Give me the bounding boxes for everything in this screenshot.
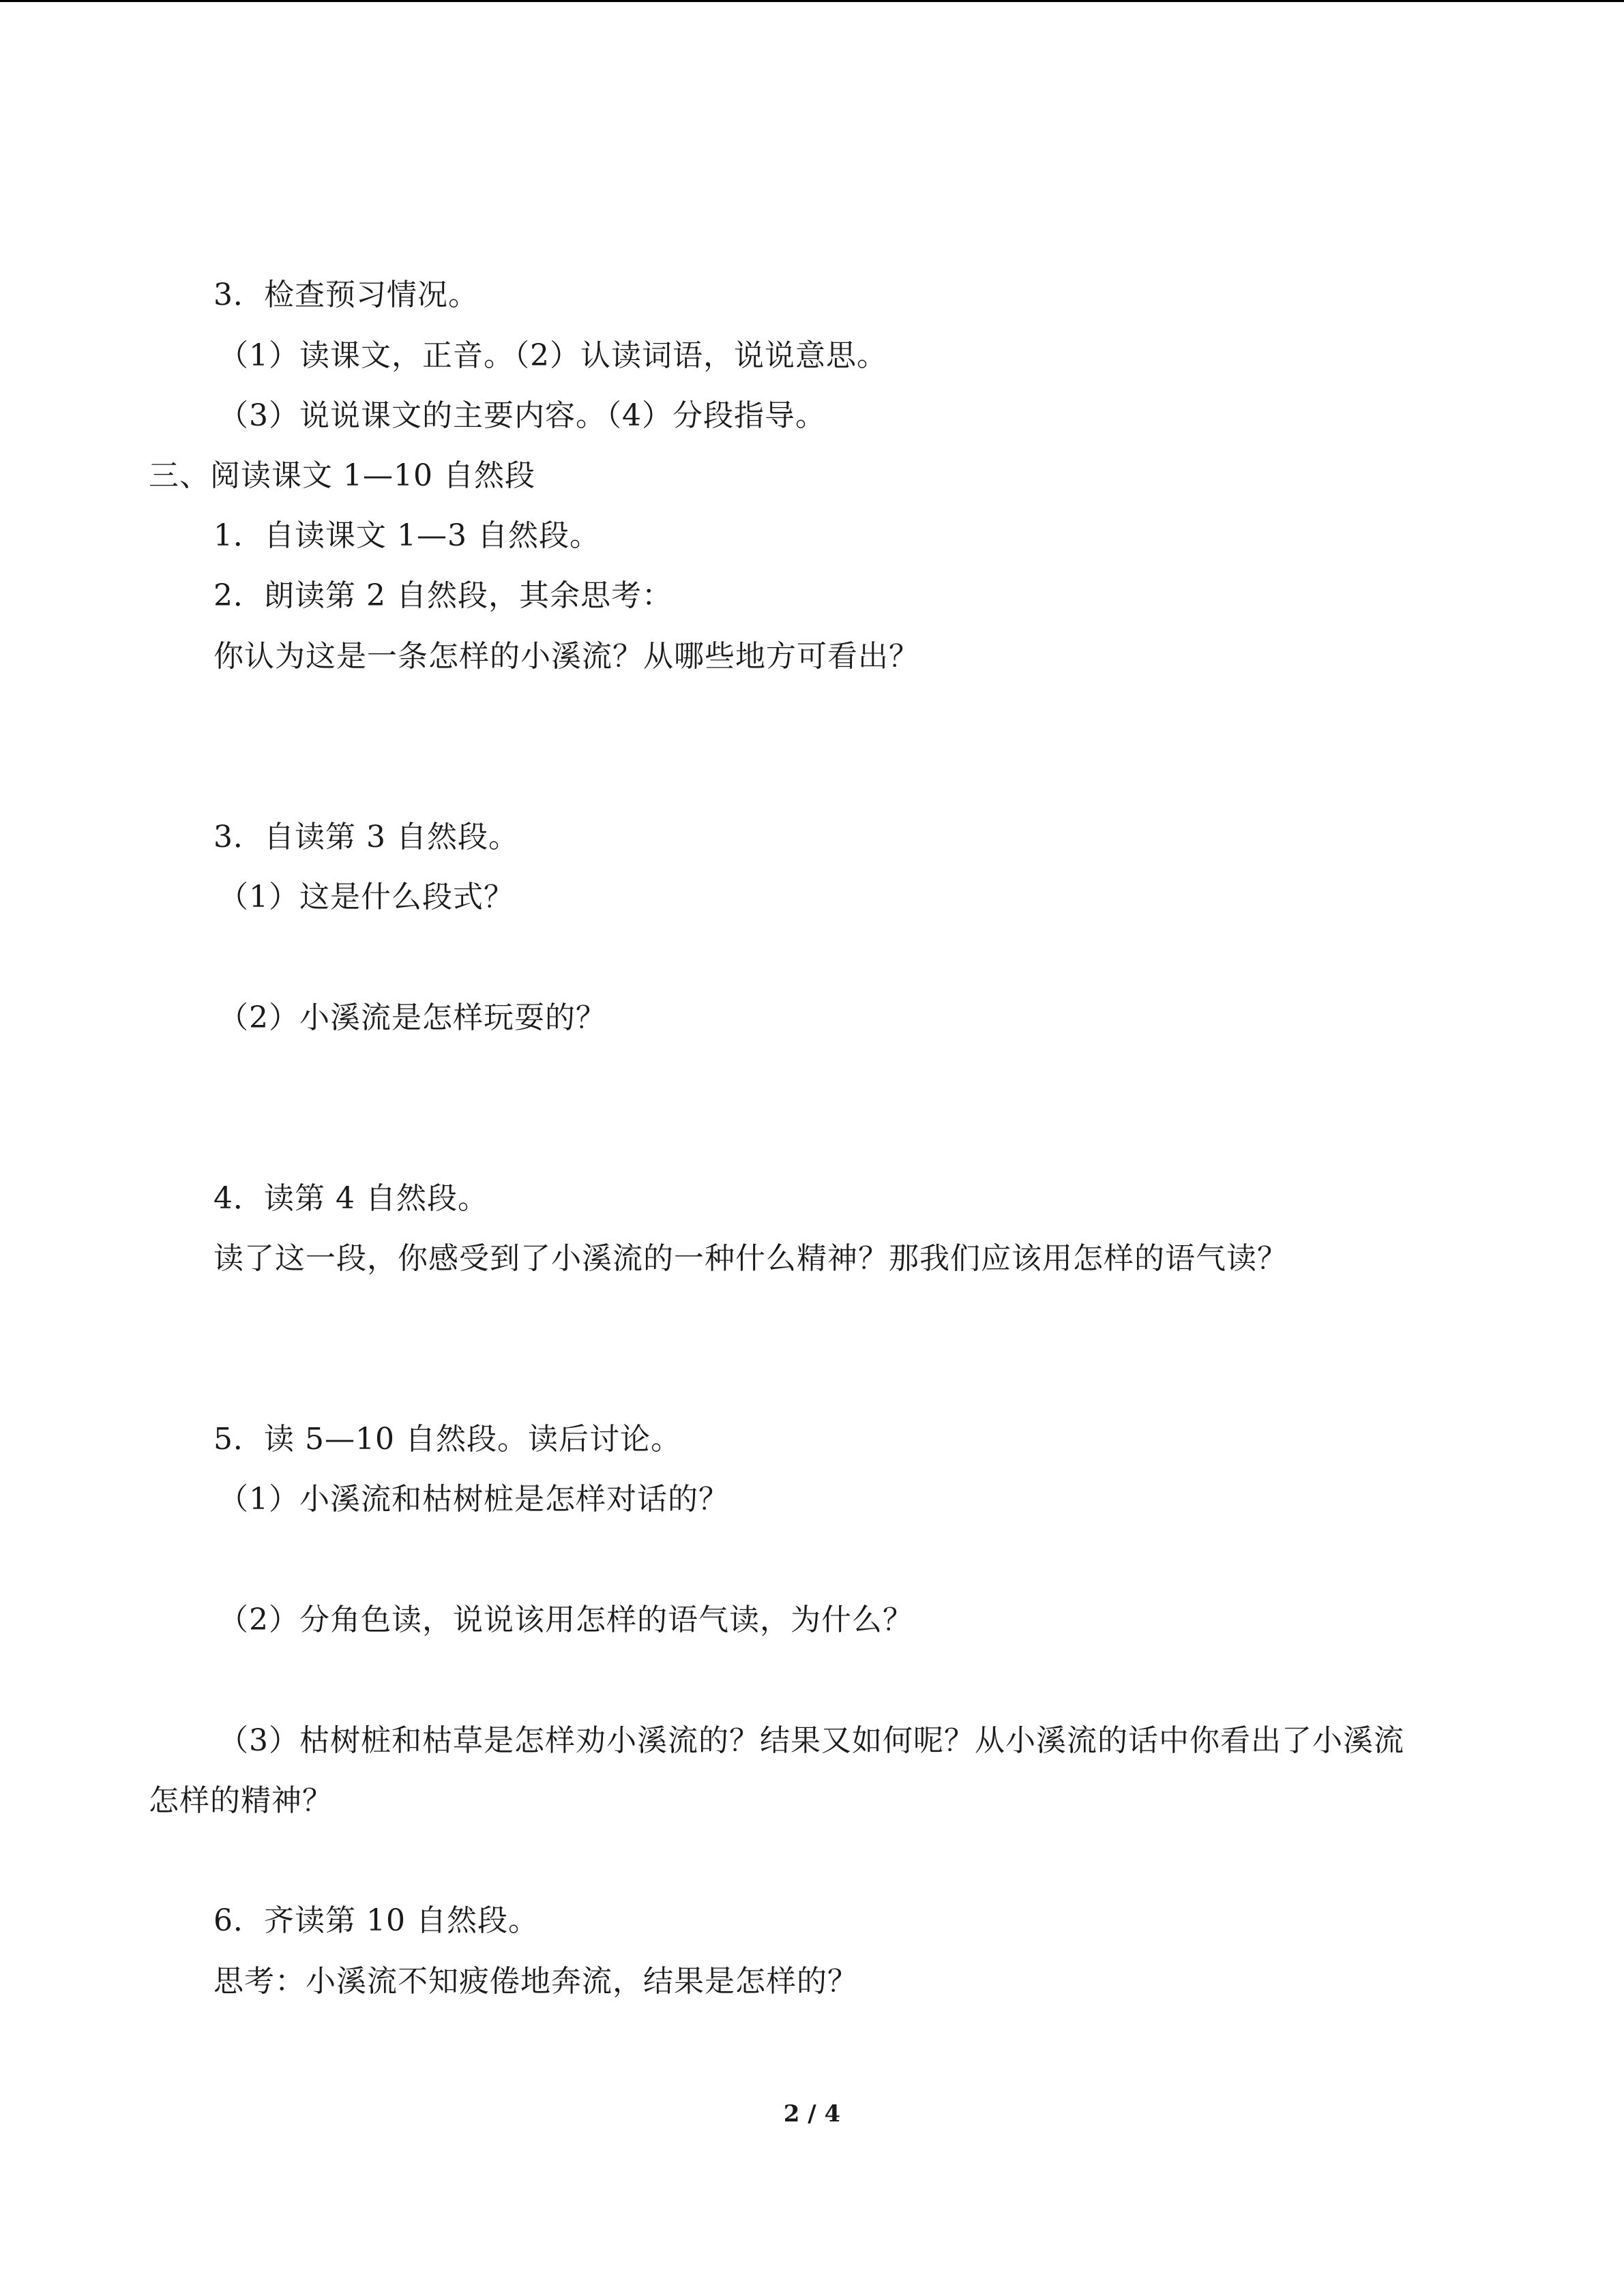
section-3-step-6: 6．齐读第 10 自然段。 xyxy=(213,1903,539,1938)
section-3-step-5-q3: （3）枯树桩和枯草是怎样劝小溪流的？结果又如何呢？从小溪流的话中你看出了小溪流 xyxy=(218,1723,1404,1758)
step-3-item-1-2: （1）读课文，正音。（2）认读词语，说说意思。 xyxy=(218,338,887,373)
section-3-step-5-q3-continued: 怎样的精神？ xyxy=(149,1783,333,1818)
section-3-heading: 三、阅读课文 1—10 自然段 xyxy=(149,458,535,493)
section-3-step-3-q2: （2）小溪流是怎样玩耍的？ xyxy=(218,1000,606,1035)
step-3-heading: 3．检查预习情况。 xyxy=(213,278,479,312)
section-3-step-3: 3．自读第 3 自然段。 xyxy=(213,820,519,854)
section-3-step-1: 1．自读课文 1—3 自然段。 xyxy=(213,518,600,553)
section-3-step-5-q1: （1）小溪流和枯树桩是怎样对话的？ xyxy=(218,1482,729,1517)
section-3-step-3-q1: （1）这是什么段式？ xyxy=(218,880,514,914)
section-3-step-4: 4．读第 4 自然段。 xyxy=(213,1181,488,1216)
page-number: 2 / 4 xyxy=(783,2100,841,2128)
section-3-step-4-question: 读了这一段，你感受到了小溪流的一种什么精神？那我们应该用怎样的语气读？ xyxy=(213,1241,1288,1276)
section-3-step-5: 5．读 5—10 自然段。读后讨论。 xyxy=(213,1422,681,1457)
section-3-step-5-q2: （2）分角色读，说说该用怎样的语气读，为什么？ xyxy=(218,1602,913,1637)
section-3-step-2: 2．朗读第 2 自然段，其余思考： xyxy=(213,578,673,613)
step-3-item-3-4: （3）说说课文的主要内容。（4）分段指导。 xyxy=(218,398,826,433)
section-3-step-2-question: 你认为这是一条怎样的小溪流？从哪些地方可看出？ xyxy=(213,639,919,674)
section-3-step-6-question: 思考：小溪流不知疲倦地奔流，结果是怎样的？ xyxy=(213,1964,858,1999)
